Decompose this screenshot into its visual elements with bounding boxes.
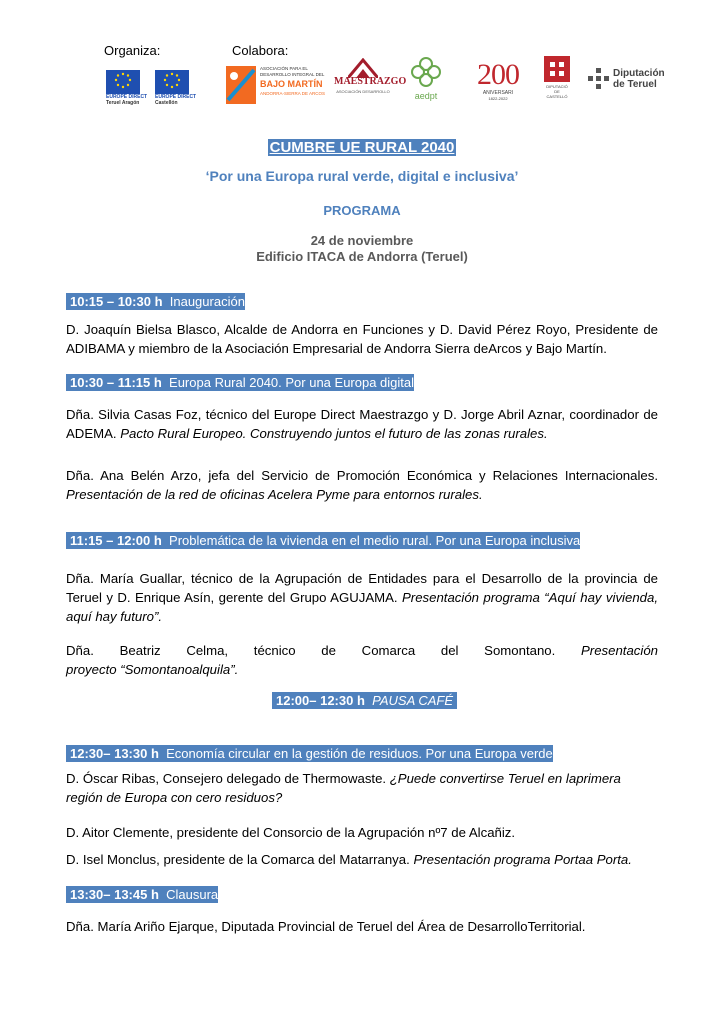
programa-heading: PROGRAMA: [323, 203, 401, 218]
speaker-text: Dña. Ana Belén Arzo, jefa del Servicio de Promoción Económica y Relaciones Internacionales.: [66, 468, 658, 483]
speaker-paragraph: [66, 769, 658, 807]
organiza-label: Organiza:: [104, 43, 161, 58]
europe-direct-logo-2: [155, 70, 199, 106]
speaker-text: Dña. María Guallar, técnico de la Agrupación de Entidades para el Desarrollo de la provincia de Teruel y D. Enrique Asín, gerente del Grupo AGUJAMA.: [66, 571, 658, 605]
colabora-label: Colabora:: [232, 43, 289, 58]
session-bar-vivienda: [66, 532, 580, 549]
speaker-paragraph: [66, 569, 658, 626]
castello-line-2: DE: [554, 89, 560, 94]
adibama-line-1: ASOCIACIÓN PARA EL: [260, 66, 308, 71]
europe-direct-1-name: EUROPE DIRECT: [106, 94, 148, 100]
adibama-logo: [226, 66, 326, 106]
talk-title: Presentación programa Portaa Porta.: [413, 852, 632, 867]
aniversario-logo: [466, 60, 530, 104]
speaker-text: Dña. Beatriz Celma, técnico de Comarca del Somontano.: [66, 643, 582, 658]
session-label: Problemática de la vivienda en el medio rural. Por una Europa inclusiva: [169, 533, 581, 548]
europe-direct-2-name: EUROPE DIRECT: [155, 94, 197, 100]
adibama-emblem-icon: [226, 66, 256, 104]
diputacion-teruel-logo: [588, 66, 668, 96]
teruel-line-1: Diputación: [613, 68, 665, 79]
session-time: 11:15 – 12:00 h: [70, 533, 162, 548]
diputacio-castello-logo: [540, 56, 574, 106]
europe-direct-logo-1: [106, 70, 150, 106]
session-label: Clausura: [166, 887, 219, 902]
talk-title: Presentación proyecto “Somontanoalquila”.: [66, 643, 658, 677]
event-date: 24 de noviembre: [310, 233, 414, 248]
event-title: CUMBRE UE RURAL 2040: [269, 139, 455, 156]
adibama-line-4: ANDORRA-SIERRA DE ARCOS: [260, 91, 326, 96]
session-time: 12:30– 13:30 h: [70, 746, 159, 761]
aedpt-name: aedpt: [414, 91, 438, 101]
session-time: 12:00– 12:30 h: [276, 693, 365, 708]
eu-flag-icon: [106, 70, 140, 94]
aedpt-logo: [404, 56, 448, 106]
speaker-text: D. Óscar Ribas, Consejero delegado de Thermowaste.: [66, 771, 390, 786]
eu-flag-icon: [155, 70, 189, 94]
europe-direct-2-sub: Castellón: [155, 100, 178, 106]
teruel-crest-icon: [588, 68, 610, 90]
mountain-icon: [348, 58, 378, 78]
session-label: Economía circular en la gestión de residuos. Por una Europa verde: [166, 746, 553, 761]
castello-line-3: CASTELLÓ: [546, 94, 568, 99]
teruel-line-2: de Teruel: [613, 79, 657, 90]
event-venue: Edificio ITACA de Andorra (Teruel): [256, 249, 468, 264]
session-bar-inauguracion: [66, 293, 245, 310]
europe-direct-1-sub: Teruel Aragón: [106, 100, 140, 106]
session-time: 10:15 – 10:30 h: [70, 294, 163, 309]
castello-crest-icon: [544, 56, 570, 82]
adibama-line-2: DESARROLLO INTEGRAL DEL: [260, 72, 325, 77]
speaker-text: D. Isel Monclus, presidente de la Comarca del Matarranya.: [66, 852, 414, 867]
aniversario-number: 200: [477, 58, 519, 91]
speaker-paragraph: [66, 641, 658, 679]
session-label: Inauguración: [169, 294, 245, 309]
speaker-paragraph: D. Aitor Clemente, presidente del Consorcio de la Agrupación nº7 de Alcañiz.: [66, 825, 516, 840]
speaker-paragraph: D. Joaquín Bielsa Blasco, Alcalde de Andorra en Funciones y D. David Pérez Royo, Presidente de ADIBAMA y miembro de la Asociación Empresarial de Andorra Sierra deArcos y Bajo Martín.: [66, 322, 658, 356]
aniversario-years: 1822-2022: [488, 96, 508, 101]
flower-icon: [410, 56, 442, 88]
talk-title: ¿Puede convertirse Teruel en laprimera región de Europa con cero residuos?: [66, 771, 621, 805]
session-label: PAUSA CAFÉ: [372, 693, 454, 708]
castello-line-1: DIPUTACIÓ: [546, 84, 568, 89]
speaker-paragraph: [66, 850, 658, 869]
session-bar-pausa-cafe: [272, 692, 457, 709]
speaker-paragraph: [66, 466, 658, 504]
adibama-line-3: BAJO MARTÍN: [260, 79, 323, 89]
session-time: 10:30 – 11:15 h: [70, 375, 162, 390]
session-label: Europa Rural 2040. Por una Europa digital: [169, 375, 415, 390]
session-bar-economia-circular: [66, 745, 553, 762]
event-subtitle: ‘Por una Europa rural verde, digital e inclusiva’: [205, 168, 519, 184]
talk-title: Presentación de la red de oficinas Acelera Pyme para entornos rurales.: [66, 487, 483, 502]
talk-title: Pacto Rural Europeo. Construyendo juntos el futuro de las zonas rurales.: [120, 426, 548, 441]
session-bar-clausura: [66, 886, 218, 903]
speaker-text: Dña. Silvia Casas Foz, técnico del Europe Direct Maestrazgo y D. Jorge Abril Aznar, coordinador de ADEMA.: [66, 407, 658, 441]
speaker-paragraph: Dña. María Ariño Ejarque, Diputada Provincial de Teruel del Área de DesarrolloTerritorial.: [66, 919, 586, 934]
maestrazgo-sub: ASOCIACIÓN DESARROLLO: [336, 89, 390, 94]
aniversario-label: ANIVERSARI: [482, 90, 514, 96]
speaker-paragraph: [66, 405, 658, 443]
maestrazgo-logo: [334, 58, 407, 104]
session-time: 13:30– 13:45 h: [70, 887, 159, 902]
session-bar-europa-digital: [66, 374, 414, 391]
maestrazgo-name: MAESTRAZGO: [334, 76, 407, 87]
talk-title: Presentación programa “Aquí hay vivienda, aquí hay futuro”.: [66, 590, 658, 624]
